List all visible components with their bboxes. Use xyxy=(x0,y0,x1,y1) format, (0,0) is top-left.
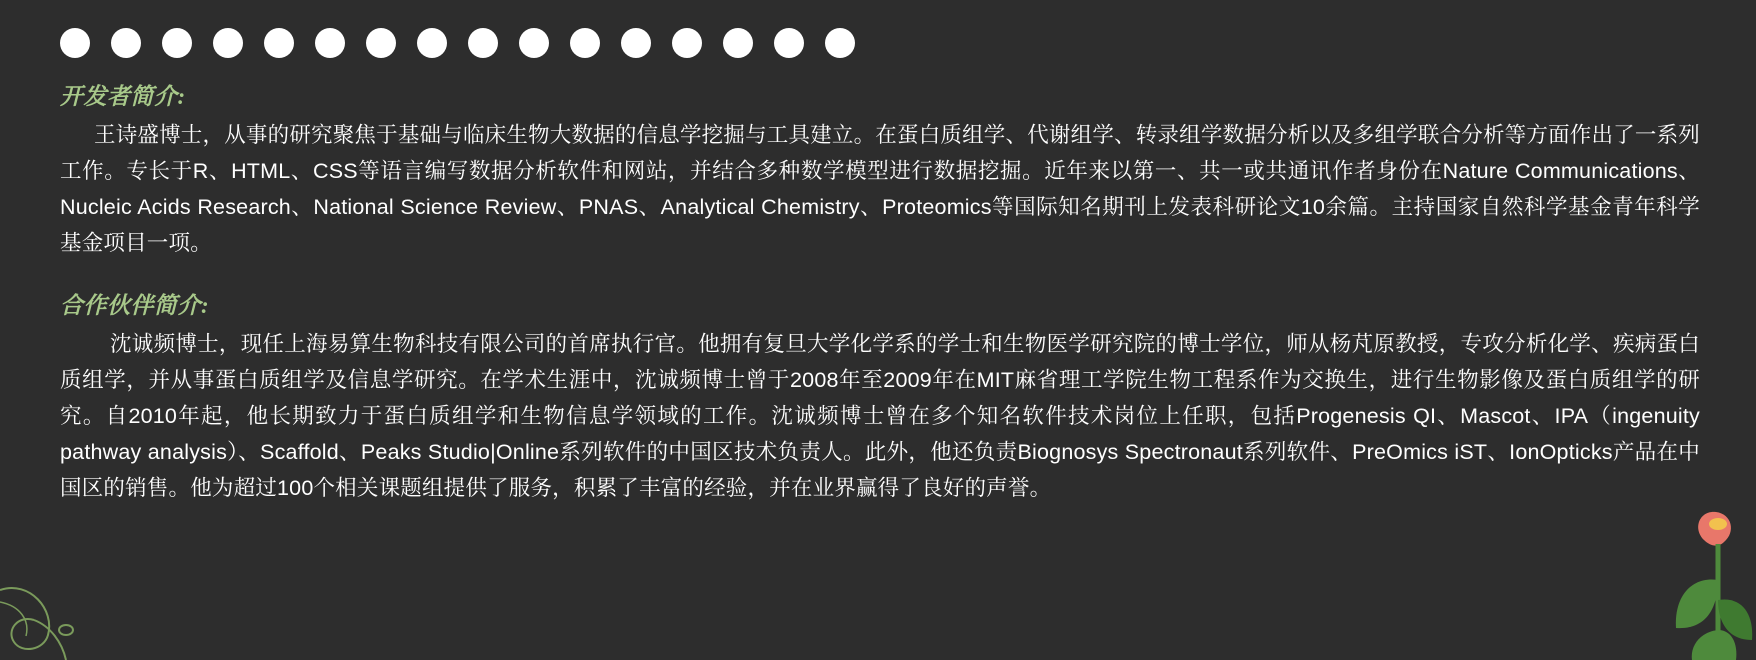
dot-icon xyxy=(162,28,192,58)
dot-icon xyxy=(213,28,243,58)
dot-icon xyxy=(417,28,447,58)
slide-content xyxy=(60,78,1700,506)
dot-icon xyxy=(366,28,396,58)
flower-decoration-icon xyxy=(1596,480,1756,660)
dot-icon xyxy=(825,28,855,58)
partner-intro-paragraph: 沈诚频博士，现任上海易算生物科技有限公司的首席执行官。他拥有复旦大学化学系的学士和生物医学研究院的博士学位，师从杨芃原教授，专攻分析化学、疾病蛋白质组学，并从事蛋白质组学及信息学研究。在学术生涯中，沈诚频博士曾于2008年至2009年在MIT麻省理工学院生物工程系作为交换生，进行生物影像及蛋白质组学的研究。自2010年起，他长期致力于蛋白质组学和生物信息学领域的工作。沈诚频博士曾在多个知名软件技术岗位上任职，包括Progenesis QI、Mascot、IPA（ingenuity pathway analysis）、Scaffold、Peaks Studio|Online系列软件的中国区技术负责人。此外，他还负责Biognosys Spectronaut系列软件、PreOmics iST、IonOpticks产品在中国区的销售。他为超过100个相关课题组提供了服务，积累了丰富的经验，并在业界赢得了良好的声誉。 xyxy=(60,332,1700,500)
dot-icon xyxy=(774,28,804,58)
dot-icon xyxy=(111,28,141,58)
dot-icon xyxy=(621,28,651,58)
dot-icon xyxy=(264,28,294,58)
dot-icon xyxy=(468,28,498,58)
dot-icon xyxy=(60,28,90,58)
developer-intro-paragraph: 王诗盛博士，从事的研究聚焦于基础与临床生物大数据的信息学挖掘与工具建立。在蛋白质组学、代谢组学、转录组学数据分析以及多组学联合分析等方面作出了一系列工作。专长于R、HTML、CSS等语言编写数据分析软件和网站，并结合多种数学模型进行数据挖掘。近年来以第一、共一或共通讯作者身份在Nature Communications、Nucleic Acids Research、National Science Review、PNAS、Analytical Chemistry、Proteomics等国际知名期刊上发表科研论文10余篇。主持国家自然科学基金青年科学基金项目一项。 xyxy=(60,123,1700,255)
dot-icon xyxy=(570,28,600,58)
decorative-dot-row xyxy=(60,28,855,58)
dot-icon xyxy=(519,28,549,58)
dot-icon xyxy=(672,28,702,58)
dot-icon xyxy=(315,28,345,58)
partner-intro-heading: 合作伙伴简介: xyxy=(60,293,210,318)
developer-intro-heading: 开发者简介: xyxy=(60,84,186,109)
dot-icon xyxy=(723,28,753,58)
